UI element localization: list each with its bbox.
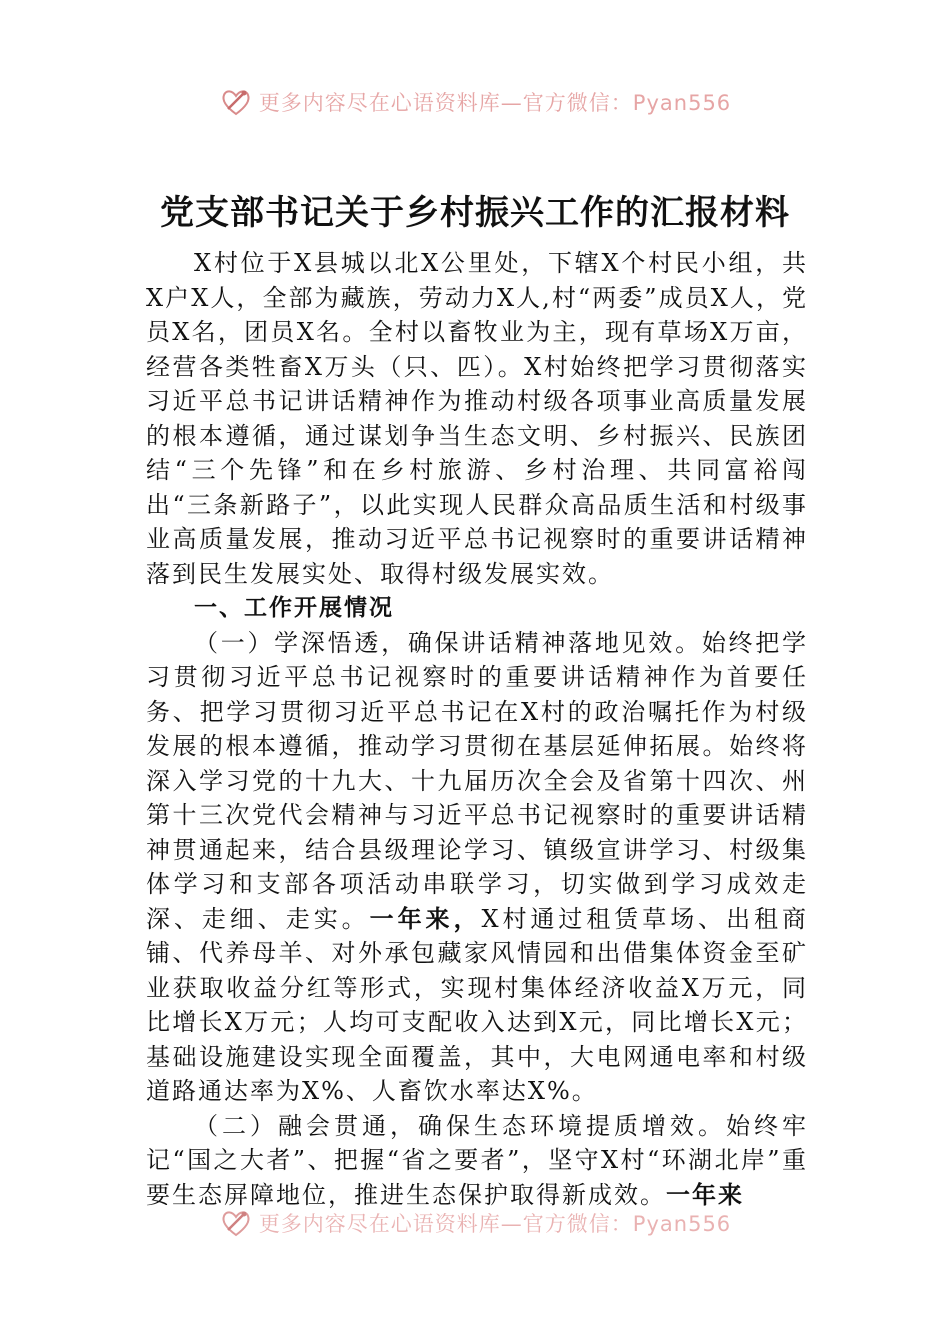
intro-paragraph: X村位于X县城以北X公里处，下辖X个村民小组，共X户X人，全部为藏族，劳动力X人,村“两委”成员X人，党员X名，团员X名。全村以畜牧业为主，现有草场X万亩，经营各类牲畜X万头（只、匹）。X村始终把学习贯彻落实习近平总书记讲话精神作为推动村级各项事业高质量发展的根本遵循，通过谋划争当生态文明、乡村振兴、民族团结“三个先锋”和在乡村旅游、乡村治理、共同富裕闯出“三条新路子”，以此实现人民群众高品质生活和村级事业高质量发展，推动习近平总书记视察时的重要讲话精神落到民生发展实处、取得村级发展实效。 (146, 249, 808, 588)
watermark-text: 更多内容尽在心语资料库—官方微信：Pyan556 (258, 1212, 732, 1236)
watermark-text: 更多内容尽在心语资料库—官方微信：Pyan556 (258, 91, 732, 115)
paragraph-item-2 (146, 1109, 808, 1213)
heart-logo-icon (219, 1206, 253, 1240)
item-1-text: （一）学深悟透，确保讲话精神落地见效。始终把学习贯彻习近平总书记视察时的重要讲话精神作为首要任务、把学习贯彻习近平总书记在X村的政治嘱托作为村级发展的根本遵循，推动学习贯彻在基层延伸拓展。始终将深入学习党的十九大、十九届历次全会及省第十四次、州第十三次党代会精神与习近平总书记视察时的重要讲话精神贯通起来，结合县级理论学习、镇级宣讲学习、村级集体学习和支部各项活动串联学习，切实做到学习成效走深、走细、走实。 (146, 628, 808, 933)
document-title: 党支部书记关于乡村振兴工作的汇报材料 (160, 193, 790, 233)
heart-logo-icon (219, 85, 253, 119)
document-body (146, 246, 808, 1212)
watermark-banner-top (0, 82, 950, 122)
item-1-rest: X村通过租赁草场、出租商铺、代养母羊、对外承包藏家风情园和出借集体资金至矿业获取收益分红等形式，实现村集体经济收益X万元，同比增长X万元；人均可支配收入达到X元，同比增长X元；基础设施建设实现全面覆盖，其中，大电网通电率和村级道路通达率为X%、人畜饮水率达X%。 (146, 904, 808, 1105)
item-1-bold: 一年来， (369, 903, 482, 933)
paragraph-item-1 (146, 626, 808, 1109)
section-heading: 一、工作开展情况 (194, 595, 394, 621)
item-2-text: （二）融会贯通，确保生态环境提质增效。始终牢记“国之大者”、把握“省之要者”，坚守X村“环湖北岸”重要生态屏障地位，推进生态保护取得新成效。 (146, 1111, 808, 1209)
watermark-banner-bottom (0, 1206, 950, 1240)
item-2-bold: 一年来 (666, 1179, 744, 1209)
